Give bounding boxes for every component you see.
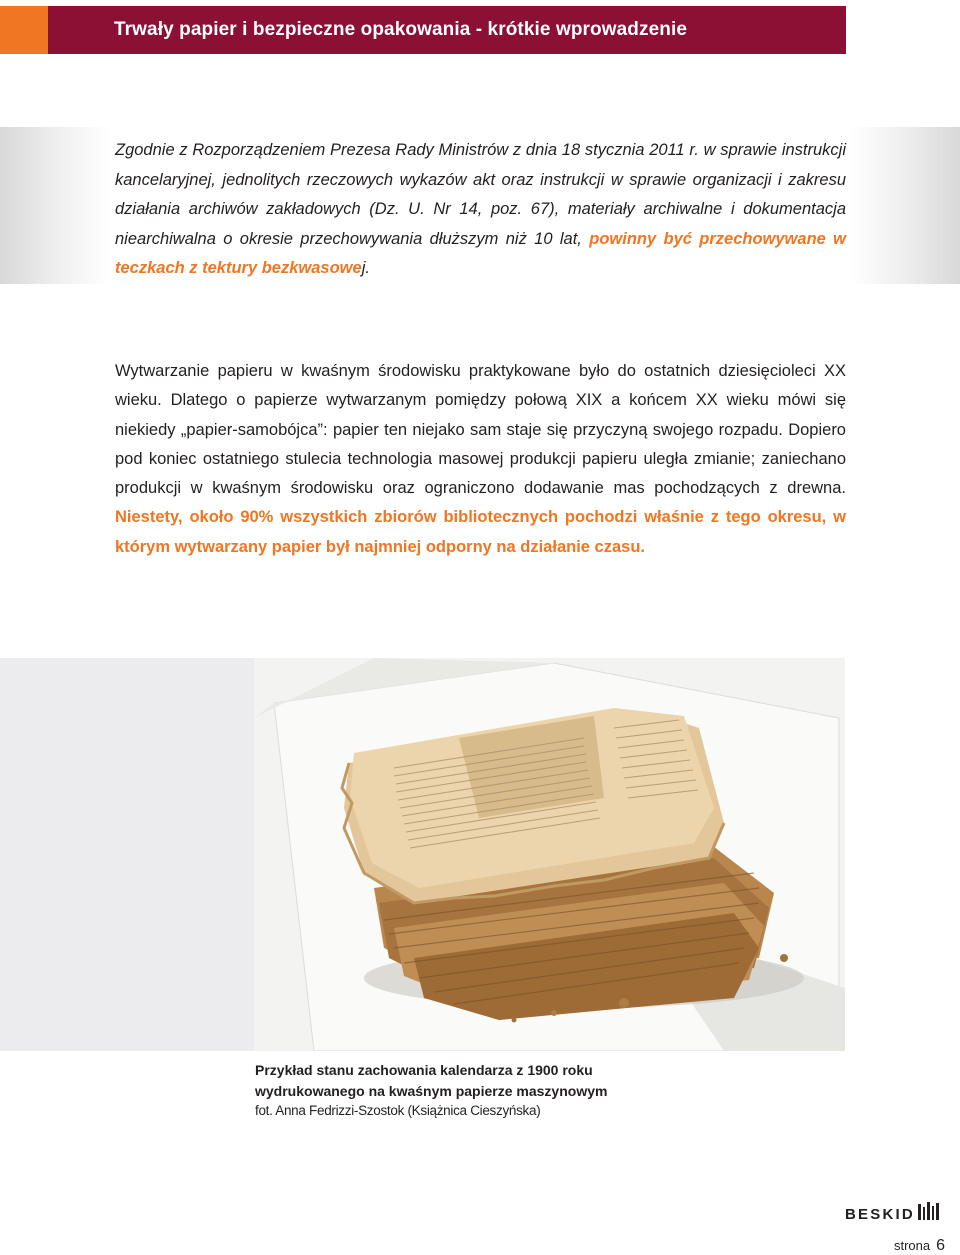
caption-line-1: Przykład stanu zachowania kalendarza z 1900 roku [255, 1062, 593, 1078]
body-text: Wytwarzanie papieru w kwaśnym środowisku praktykowane było do ostatnich dziesięcioleci XX wieku. Dlatego o papierze wytwarzanym pomiędzy połową XIX a końcem XX wieku mówi się niekiedy „papier-samobójca”: papier ten niejako sam staje się przyczyną swojego rozpadu. Dopiero pod koniec ostatniego stulecia technologia masowej produkcji papieru uległa zmianie; zaniechano produkcji w kwaśnym środowisku oraz ograniczono dodawanie mas pochodzących z drewna. [115, 362, 846, 498]
header-accent-square [0, 6, 48, 54]
body-paragraph [115, 357, 846, 562]
caption-line-2: wydrukowanego na kwaśnym papierze maszynowym [255, 1083, 608, 1099]
intro-paragraph [115, 136, 846, 284]
page-number [894, 1237, 945, 1255]
body-highlight: Niestety, około 90% wszystkich zbiorów bibliotecznych pochodzi właśnie z tego okresu, w którym wytwarzany papier był najmniej odporny na działanie czasu. [115, 508, 846, 556]
beskid-logo-mark-icon [918, 1202, 940, 1227]
beskid-logo [845, 1202, 940, 1226]
intro-tail: j. [361, 259, 370, 277]
page-title: Trwały papier i bezpieczne opakowania - krótkie wprowadzenie [114, 19, 687, 40]
page-number-value: 6 [936, 1237, 945, 1254]
calendar-photo [254, 658, 845, 1051]
photo-caption [255, 1060, 695, 1120]
side-panel [0, 658, 254, 1051]
intro-highlight: powinny być przechowywane w teczkach z tektury bezkwasowe [115, 229, 847, 277]
logo-text: BESKID [845, 1205, 915, 1223]
page-label: strona [893, 1238, 931, 1253]
photo-credit: fot. Anna Fedrizzi-Szostok (Książnica Cieszyńska) [255, 1103, 541, 1118]
intro-text: Zgodnie z Rozporządzeniem Prezesa Rady Ministrów z dnia 18 stycznia 2011 r. w sprawie instrukcji kancelaryjnej, jednolitych rzeczowych wykazów akt oraz instrukcji w sprawie organizacji i zakresu działania archiwów zakładowych (Dz. U. Nr 14, poz. 67), materiały archiwalne i dokumentacja niearchiwalna o okresie przechowywania dłuższym niż 10 lat, [115, 141, 846, 248]
header-bar [48, 6, 846, 54]
